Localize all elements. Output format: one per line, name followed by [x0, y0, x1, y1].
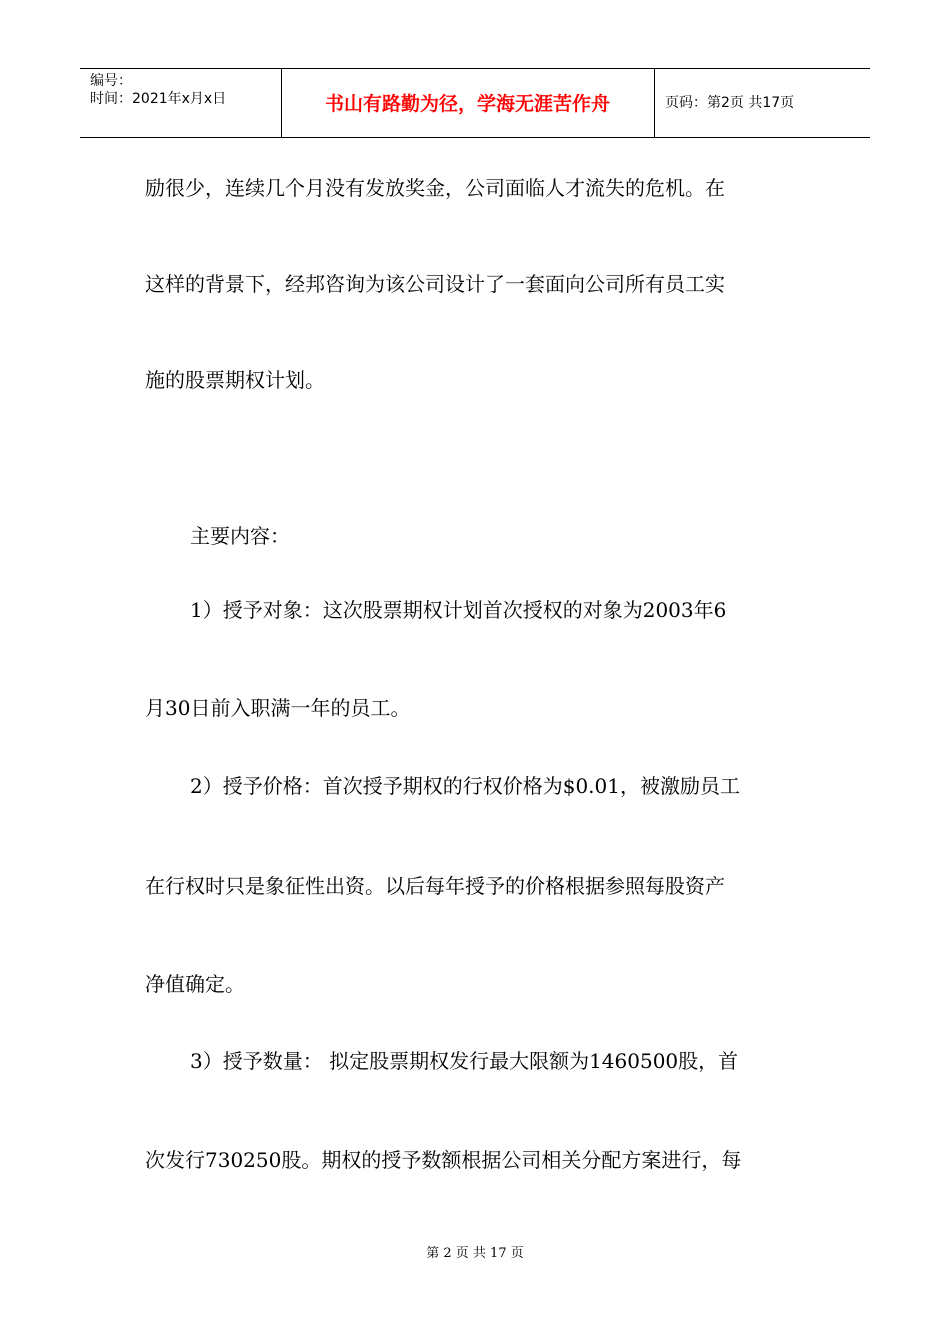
- header-page-info: 页码：第2页 共17页: [665, 95, 795, 111]
- header-motto-cell: [281, 69, 655, 137]
- body-line: 净值确定。: [145, 972, 245, 996]
- header-page-cell: [655, 69, 870, 137]
- body-line: 3）授予数量： 拟定股票期权发行最大限额为1460500股，首: [190, 1049, 739, 1073]
- header-motto: 书山有路勤为径，学海无涯苦作舟: [324, 93, 610, 115]
- body-line: 励很少，连续几个月没有发放奖金，公司面临人才流失的危机。在: [145, 176, 725, 200]
- body-line: 这样的背景下，经邦咨询为该公司设计了一套面向公司所有员工实: [145, 272, 725, 296]
- header-table: [80, 68, 870, 138]
- body-line: 月30日前入职满一年的员工。: [145, 696, 411, 720]
- page-footer: 第 2 页 共 17 页: [426, 1246, 524, 1261]
- document-number-label: 编号：: [90, 73, 132, 89]
- section-heading: 主要内容：: [190, 524, 290, 548]
- body-line: 2）授予价格：首次授予期权的行权价格为$0.01，被激励员工: [190, 774, 740, 798]
- body-line: 在行权时只是象征性出资。以后每年授予的价格根据参照每股资产: [145, 874, 725, 898]
- body-line: 1）授予对象：这次股票期权计划首次授权的对象为2003年6: [190, 598, 727, 622]
- body-line: 施的股票期权计划。: [145, 368, 325, 392]
- body-line: 次发行730250股。期权的授予数额根据公司相关分配方案进行，每: [145, 1148, 742, 1172]
- header-meta-cell: [80, 69, 282, 137]
- document-time-label: 时间：2021年x月x日: [90, 91, 227, 107]
